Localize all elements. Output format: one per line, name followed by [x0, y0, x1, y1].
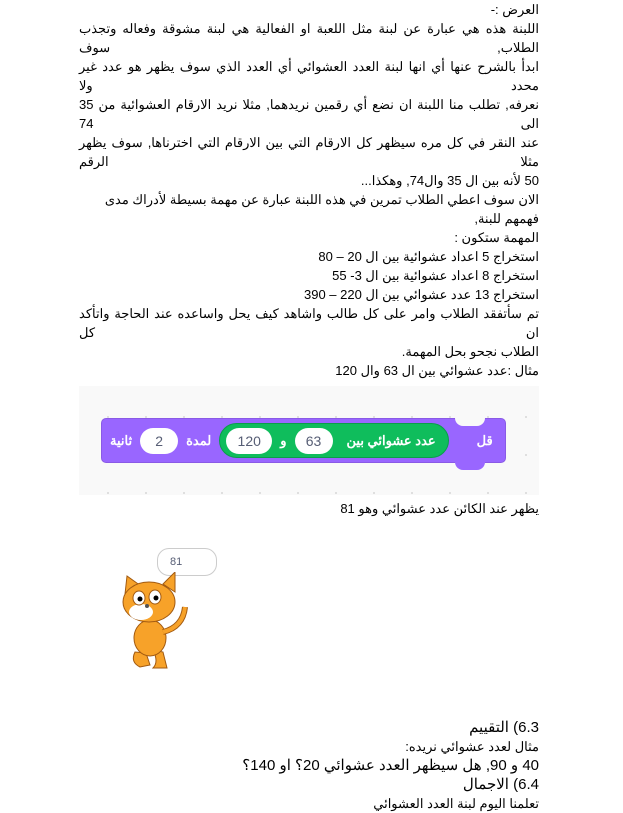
task-item: استخراج 13 عدد عشوائي بين ال 220 – 390	[303, 287, 539, 302]
paragraph-line: الان سوف اعطي الطلاب تمرين في هذه اللبنة عبارة عن مهمة بسيطة لأدراك مدى فهمهم للبنة,	[104, 192, 539, 226]
task-item: استخراج 5 اعداد عشوائية بين ال 20 – 80	[318, 249, 539, 264]
section-heading: العرض :-	[490, 2, 539, 17]
followup-line: تم سأتفقد الطلاب وامر على كل طالب واشاهد كيف يحل واساعده عند الحاجة واتأكد ان كل	[79, 306, 539, 340]
from-input[interactable]: 63	[295, 428, 333, 454]
seconds-label: ثانية	[110, 432, 133, 448]
followup-line: الطلاب نجحو بحل المهمة.	[401, 344, 539, 359]
summary-title: 6.4) الاجمال	[462, 776, 539, 793]
result-line: يظهر عند الكائن عدد عشوائي وهو 81	[340, 501, 539, 516]
example-line: مثال :عدد عشوائي بين ال 63 وال 120	[335, 363, 539, 378]
scratch-code-area	[79, 386, 539, 495]
paragraph-line: عند النقر في كل مره سيظهر كل الارقام التي بين الارقام التي اخترناها, سوف يظهر مثلا الرقم	[79, 135, 539, 169]
document-body	[79, 0, 539, 813]
task-title: المهمة ستكون :	[454, 230, 539, 245]
random-label: عدد عشوائي بين	[346, 432, 436, 448]
stage-area	[79, 518, 539, 718]
to-input[interactable]: 120	[226, 428, 272, 454]
evaluation-line: مثال لعدد عشوائي نريده:	[405, 739, 539, 754]
paragraph-line: ابدأ بالشرح عنها أي انها لبنة العدد العشوائي أي العدد الذي سوف يظهر هو عدد غير محدد ولا	[79, 59, 539, 93]
summary-line: تعلمنا اليوم لبنة العدد العشوائي	[373, 796, 539, 811]
evaluation-title: 6.3) التقييم	[469, 719, 539, 736]
bubble-text: 81	[170, 556, 183, 568]
say-label: قل	[476, 432, 493, 448]
and-label: و	[280, 432, 287, 448]
random-reporter-block[interactable]	[219, 423, 448, 458]
scratch-cat-sprite[interactable]	[115, 572, 195, 672]
paragraph-line: اللبنة هذه هي عبارة عن لبنة مثل اللعبة او الفعالية هي لبنة مشوقة وفعاله وتجذب الطلاب, سوف	[79, 21, 539, 55]
secs-input[interactable]: 2	[140, 428, 178, 454]
for-label: لمدة	[186, 432, 212, 448]
say-for-secs-block[interactable]	[101, 418, 506, 463]
paragraph-line: نعرفه, تطلب منا اللبنة ان نضع أي رقمين نريدهما, مثلا نريد الارقام العشوائية من 35 الى 74	[79, 97, 539, 131]
evaluation-line: 40 و 90, هل سيظهر العدد عشوائي 20؟ او 140؟	[242, 757, 539, 774]
task-item: استخراج 8 اعداد عشوائية بين ال 3- 55	[332, 268, 539, 283]
paragraph-line: 50 لأنه بين ال 35 وال74, وهكذا...	[360, 173, 539, 188]
